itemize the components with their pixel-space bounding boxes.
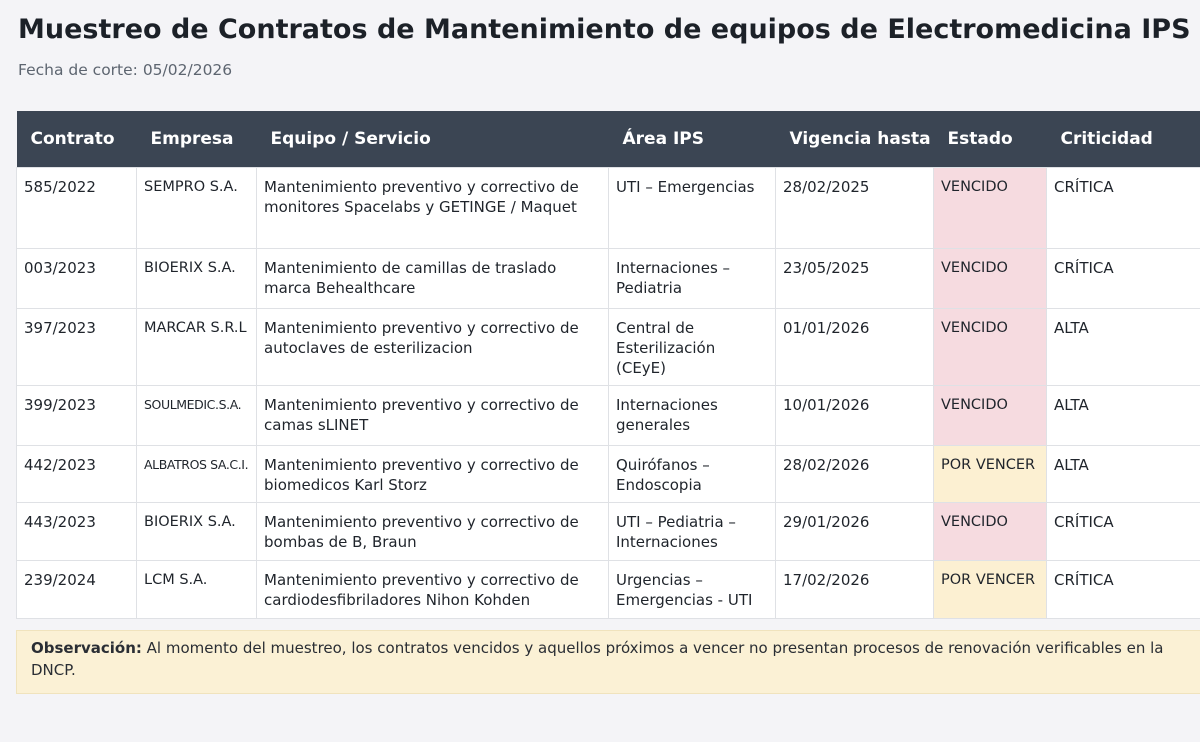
cell-equipo: Mantenimiento preventivo y correctivo de bombas de B, Braun xyxy=(257,503,609,561)
cell-equipo: Mantenimiento preventivo y correctivo de cardiodesfibriladores Nihon Kohden xyxy=(257,561,609,619)
cell-contrato: 397/2023 xyxy=(17,309,137,386)
cell-empresa: BIOERIX S.A. xyxy=(137,249,257,309)
cell-vigencia: 10/01/2026 xyxy=(776,386,934,446)
cell-criticidad: CRÍTICA xyxy=(1047,503,1200,561)
status-badge: VENCIDO xyxy=(934,249,1047,309)
status-badge: VENCIDO xyxy=(934,503,1047,561)
cell-area: Internaciones – Pediatria xyxy=(609,249,776,309)
cell-contrato: 003/2023 xyxy=(17,249,137,309)
cell-empresa: BIOERIX S.A. xyxy=(137,503,257,561)
table-header-row xyxy=(17,111,1200,168)
cell-empresa: SEMPRO S.A. xyxy=(137,168,257,249)
cell-vigencia: 29/01/2026 xyxy=(776,503,934,561)
table-row xyxy=(17,446,1200,503)
cell-area: Internaciones generales xyxy=(609,386,776,446)
table-row xyxy=(17,503,1200,561)
column-header-equipo: Equipo / Servicio xyxy=(257,111,609,168)
observation-label: Observación: xyxy=(31,639,142,657)
table-row xyxy=(17,386,1200,446)
cell-criticidad: CRÍTICA xyxy=(1047,249,1200,309)
table-row xyxy=(17,168,1200,249)
status-badge: VENCIDO xyxy=(934,168,1047,249)
column-header-contrato: Contrato xyxy=(17,111,137,168)
cell-empresa: ALBATROS SA.C.I. xyxy=(137,446,257,503)
cell-criticidad: ALTA xyxy=(1047,446,1200,503)
cell-area: Central de Esterilización (CEyE) xyxy=(609,309,776,386)
cell-contrato: 239/2024 xyxy=(17,561,137,619)
status-badge: VENCIDO xyxy=(934,309,1047,386)
status-badge: VENCIDO xyxy=(934,386,1047,446)
cell-equipo: Mantenimiento preventivo y correctivo de camas sLINET xyxy=(257,386,609,446)
table-row xyxy=(17,249,1200,309)
cutoff-date: Fecha de corte: 05/02/2026 xyxy=(18,61,233,79)
cell-equipo: Mantenimiento preventivo y correctivo de monitores Spacelabs y GETINGE / Maquet xyxy=(257,168,609,249)
column-header-estado: Estado xyxy=(934,111,1047,168)
cell-criticidad: ALTA xyxy=(1047,309,1200,386)
cell-contrato: 399/2023 xyxy=(17,386,137,446)
cell-contrato: 443/2023 xyxy=(17,503,137,561)
contracts-table xyxy=(16,111,1200,619)
status-badge: POR VENCER xyxy=(934,561,1047,619)
cell-criticidad: CRÍTICA xyxy=(1047,168,1200,249)
cell-vigencia: 01/01/2026 xyxy=(776,309,934,386)
status-badge: POR VENCER xyxy=(934,446,1047,503)
cell-contrato: 442/2023 xyxy=(17,446,137,503)
observation-note xyxy=(16,630,1200,694)
cell-empresa: SOULMEDIC.S.A. xyxy=(137,386,257,446)
column-header-vigencia: Vigencia hasta xyxy=(776,111,934,168)
cell-vigencia: 17/02/2026 xyxy=(776,561,934,619)
table-row xyxy=(17,309,1200,386)
cell-criticidad: ALTA xyxy=(1047,386,1200,446)
column-header-criticidad: Criticidad xyxy=(1047,111,1200,168)
cell-empresa: LCM S.A. xyxy=(137,561,257,619)
column-header-empresa: Empresa xyxy=(137,111,257,168)
cell-vigencia: 28/02/2026 xyxy=(776,446,934,503)
cell-area: Quirófanos – Endoscopia xyxy=(609,446,776,503)
table-row xyxy=(17,561,1200,619)
cell-vigencia: 28/02/2025 xyxy=(776,168,934,249)
cell-equipo: Mantenimiento preventivo y correctivo de autoclaves de esterilizacion xyxy=(257,309,609,386)
cell-contrato: 585/2022 xyxy=(17,168,137,249)
page-title: Muestreo de Contratos de Mantenimiento de equipos de Electromedicina IPS xyxy=(18,14,1191,45)
cell-criticidad: CRÍTICA xyxy=(1047,561,1200,619)
cell-vigencia: 23/05/2025 xyxy=(776,249,934,309)
observation-text: Al momento del muestreo, los contratos vencidos y aquellos próximos a vencer no presentan procesos de renovación verificables en la DNCP. xyxy=(31,639,1164,679)
cell-area: UTI – Pediatria – Internaciones xyxy=(609,503,776,561)
cell-area: UTI – Emergencias xyxy=(609,168,776,249)
column-header-area: Área IPS xyxy=(609,111,776,168)
cell-empresa: MARCAR S.R.L xyxy=(137,309,257,386)
cell-area: Urgencias – Emergencias - UTI xyxy=(609,561,776,619)
cell-equipo: Mantenimiento preventivo y correctivo de biomedicos Karl Storz xyxy=(257,446,609,503)
cell-equipo: Mantenimiento de camillas de traslado marca Behealthcare xyxy=(257,249,609,309)
